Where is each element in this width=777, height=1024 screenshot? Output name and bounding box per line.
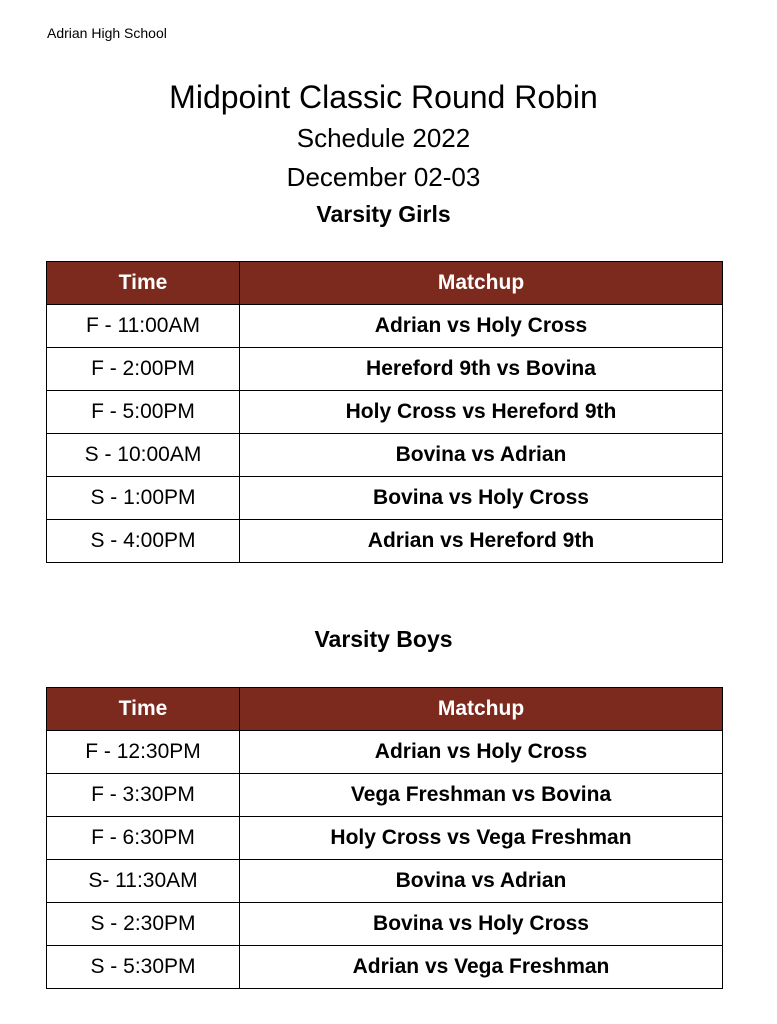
matchup-cell: Vega Freshman vs Bovina — [240, 774, 723, 817]
table-row — [47, 860, 723, 903]
school-name: Adrian High School — [47, 25, 167, 41]
matchup-cell: Holy Cross vs Hereford 9th — [240, 391, 723, 434]
matchup-cell: Hereford 9th vs Bovina — [240, 348, 723, 391]
table-row — [47, 477, 723, 520]
matchup-column-header: Matchup — [240, 262, 723, 305]
table-row — [47, 391, 723, 434]
table-row — [47, 434, 723, 477]
varsity-boys-schedule-table — [46, 687, 723, 989]
table-row — [47, 520, 723, 563]
time-cell: S - 4:00PM — [47, 520, 240, 563]
matchup-cell: Bovina vs Holy Cross — [240, 903, 723, 946]
time-cell: S - 5:30PM — [47, 946, 240, 989]
table-row — [47, 903, 723, 946]
matchup-cell: Adrian vs Hereford 9th — [240, 520, 723, 563]
table-row — [47, 817, 723, 860]
varsity-boys-heading: Varsity Boys — [314, 626, 453, 652]
time-cell: F - 2:00PM — [47, 348, 240, 391]
time-cell: S - 2:30PM — [47, 903, 240, 946]
time-cell: S - 1:00PM — [47, 477, 240, 520]
schedule-subtitle: Schedule 2022 — [296, 123, 471, 153]
matchup-cell: Adrian vs Vega Freshman — [240, 946, 723, 989]
varsity-girls-schedule-table — [46, 261, 723, 563]
time-cell: F - 6:30PM — [47, 817, 240, 860]
table-row — [47, 774, 723, 817]
page-title: Midpoint Classic Round Robin — [169, 79, 598, 115]
time-cell: S - 10:00AM — [47, 434, 240, 477]
matchup-cell: Bovina vs Adrian — [240, 434, 723, 477]
matchup-cell: Bovina vs Holy Cross — [240, 477, 723, 520]
time-cell: S- 11:30AM — [47, 860, 240, 903]
varsity-girls-heading: Varsity Girls — [316, 201, 451, 227]
table-row — [47, 305, 723, 348]
table-row — [47, 348, 723, 391]
event-dates: December 02-03 — [286, 162, 481, 192]
matchup-column-header: Matchup — [240, 688, 723, 731]
matchup-cell: Adrian vs Holy Cross — [240, 305, 723, 348]
time-column-header: Time — [47, 262, 240, 305]
time-cell: F - 12:30PM — [47, 731, 240, 774]
table-row — [47, 946, 723, 989]
matchup-cell: Adrian vs Holy Cross — [240, 731, 723, 774]
matchup-cell: Bovina vs Adrian — [240, 860, 723, 903]
time-cell: F - 5:00PM — [47, 391, 240, 434]
time-cell: F - 3:30PM — [47, 774, 240, 817]
time-column-header: Time — [47, 688, 240, 731]
table-header-row — [47, 262, 723, 305]
time-cell: F - 11:00AM — [47, 305, 240, 348]
table-header-row — [47, 688, 723, 731]
matchup-cell: Holy Cross vs Vega Freshman — [240, 817, 723, 860]
table-row — [47, 731, 723, 774]
